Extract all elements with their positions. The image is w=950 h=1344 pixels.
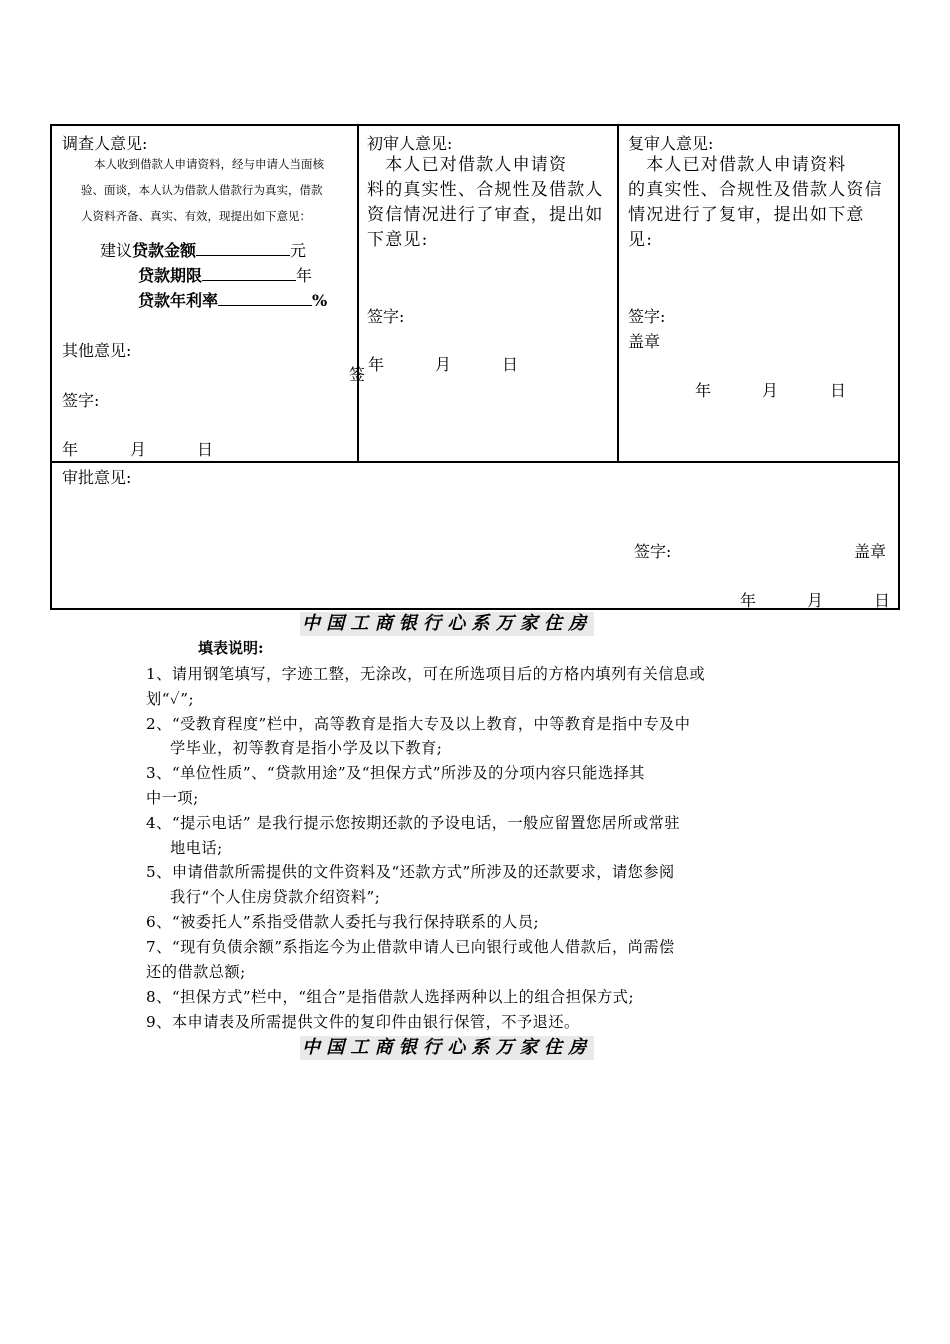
second-review-line-2: 的真实性、合规性及借款人资信 [628,180,883,200]
investigator-date-month: 月 [130,440,147,459]
notes-title: 填表说明: [198,639,264,657]
bank-slogan-banner: 中国工商银行心系万家住房 [302,613,593,634]
note-line: 2、“受教育程度”栏中，高等教育是指大专及以上教育，中等教育是指中专及中 [146,715,691,733]
first-review-sign-label: 签字: [367,307,405,326]
note-line: 8、“担保方式”栏中，“组合”是指借款人选择两种以上的组合担保方式; [146,988,635,1006]
loan-term-blank[interactable] [202,266,296,281]
loan-rate-unit: % [312,291,328,310]
row-divider [52,461,898,463]
investigator-statement-line-1: 本人收到借款人申请资料，经与申请人当面核 [94,157,324,171]
column-divider-2 [617,126,619,461]
note-line: 中一项; [146,789,199,807]
first-review-line-1: 本人已对借款人申请资 [367,155,568,175]
loan-amount-row [100,238,306,261]
loan-amount-unit: 元 [290,241,307,260]
suggest-prefix: 建议 [100,241,133,260]
first-review-stray-char: 签 [349,365,366,384]
investigator-statement-line-2: 验、面谈，本人认为借款人借款行为真实，借款 [81,183,323,197]
note-line: 9、本申请表及所需提供文件的复印件由银行保管，不予退还。 [146,1013,580,1031]
note-line: 我行“个人住房贷款介绍资料”; [170,888,381,906]
loan-rate-blank[interactable] [218,291,312,306]
second-review-seal-label: 盖章 [628,332,661,351]
first-review-title: 初审人意见: [367,134,453,153]
second-review-line-1: 本人已对借款人申请资料 [628,155,847,175]
bank-slogan-banner-footer: 中国工商银行心系万家住房 [302,1037,593,1058]
loan-term-label: 贷款期限 [138,266,203,285]
approval-sign-label: 签字: [634,542,672,561]
approval-date-day: 日 [874,591,891,610]
first-review-line-3: 资信情况进行了审查，提出如 [367,205,604,225]
second-review-line-4: 见: [628,230,654,250]
first-review-line-2: 料的真实性、合规性及借款人 [367,180,604,200]
note-line: 还的借款总额; [146,963,246,981]
approval-title: 审批意见: [62,468,132,487]
approval-seal-label: 盖章 [854,542,887,561]
note-line: 5、申请借款所需提供的文件资料及“还款方式”所涉及的还款要求，请您参阅 [146,863,675,881]
first-review-date-year: 年 [368,355,385,374]
loan-amount-label: 贷款金额 [132,241,197,260]
loan-rate-label: 贷款年利率 [138,291,219,310]
second-review-sign-label: 签字: [628,307,666,326]
second-review-date-month: 月 [762,381,779,400]
second-review-date-day: 日 [830,381,847,400]
note-line: 地电话; [170,839,223,857]
approval-date-year: 年 [740,591,757,610]
investigator-date-year: 年 [62,440,79,459]
approval-form-table [50,124,900,610]
first-review-line-4: 下意见: [367,230,429,250]
first-review-date-month: 月 [435,355,452,374]
note-line: 4、“提示电话” 是我行提示您按期还款的予设电话，一般应留置您居所或常驻 [146,814,681,832]
investigator-title: 调查人意见: [62,134,148,153]
investigator-date-day: 日 [197,440,214,459]
investigator-statement-line-3: 人资料齐备、真实、有效，现提出如下意见： [81,209,311,223]
approval-date-month: 月 [807,591,824,610]
second-review-date-year: 年 [695,381,712,400]
first-review-date-day: 日 [502,355,519,374]
note-line: 6、“被委托人”系指受借款人委托与我行保持联系的人员; [146,913,540,931]
loan-term-unit: 年 [296,266,313,285]
column-divider-1 [357,126,359,461]
note-line: 3、“单位性质”、“贷款用途”及“担保方式”所涉及的分项内容只能选择其 [146,764,645,782]
note-line: 学毕业，初等教育是指小学及以下教育; [170,739,443,757]
loan-amount-blank[interactable] [196,241,290,256]
note-line: 划“✓”; [146,690,195,708]
note-line: 7、“现有负债余额”系指迄今为止借款申请人已向银行或他人借款后，尚需偿 [146,938,675,956]
second-review-title: 复审人意见: [628,134,714,153]
second-review-line-3: 情况进行了复审，提出如下意 [628,205,865,225]
investigator-sign-label: 签字: [62,391,100,410]
other-opinion-label: 其他意见: [62,341,132,360]
loan-rate-row [138,288,327,311]
note-line: 1、请用钢笔填写，字迹工整，无涂改，可在所选项目后的方格内填列有关信息或 [146,665,706,683]
loan-term-row [138,263,312,286]
